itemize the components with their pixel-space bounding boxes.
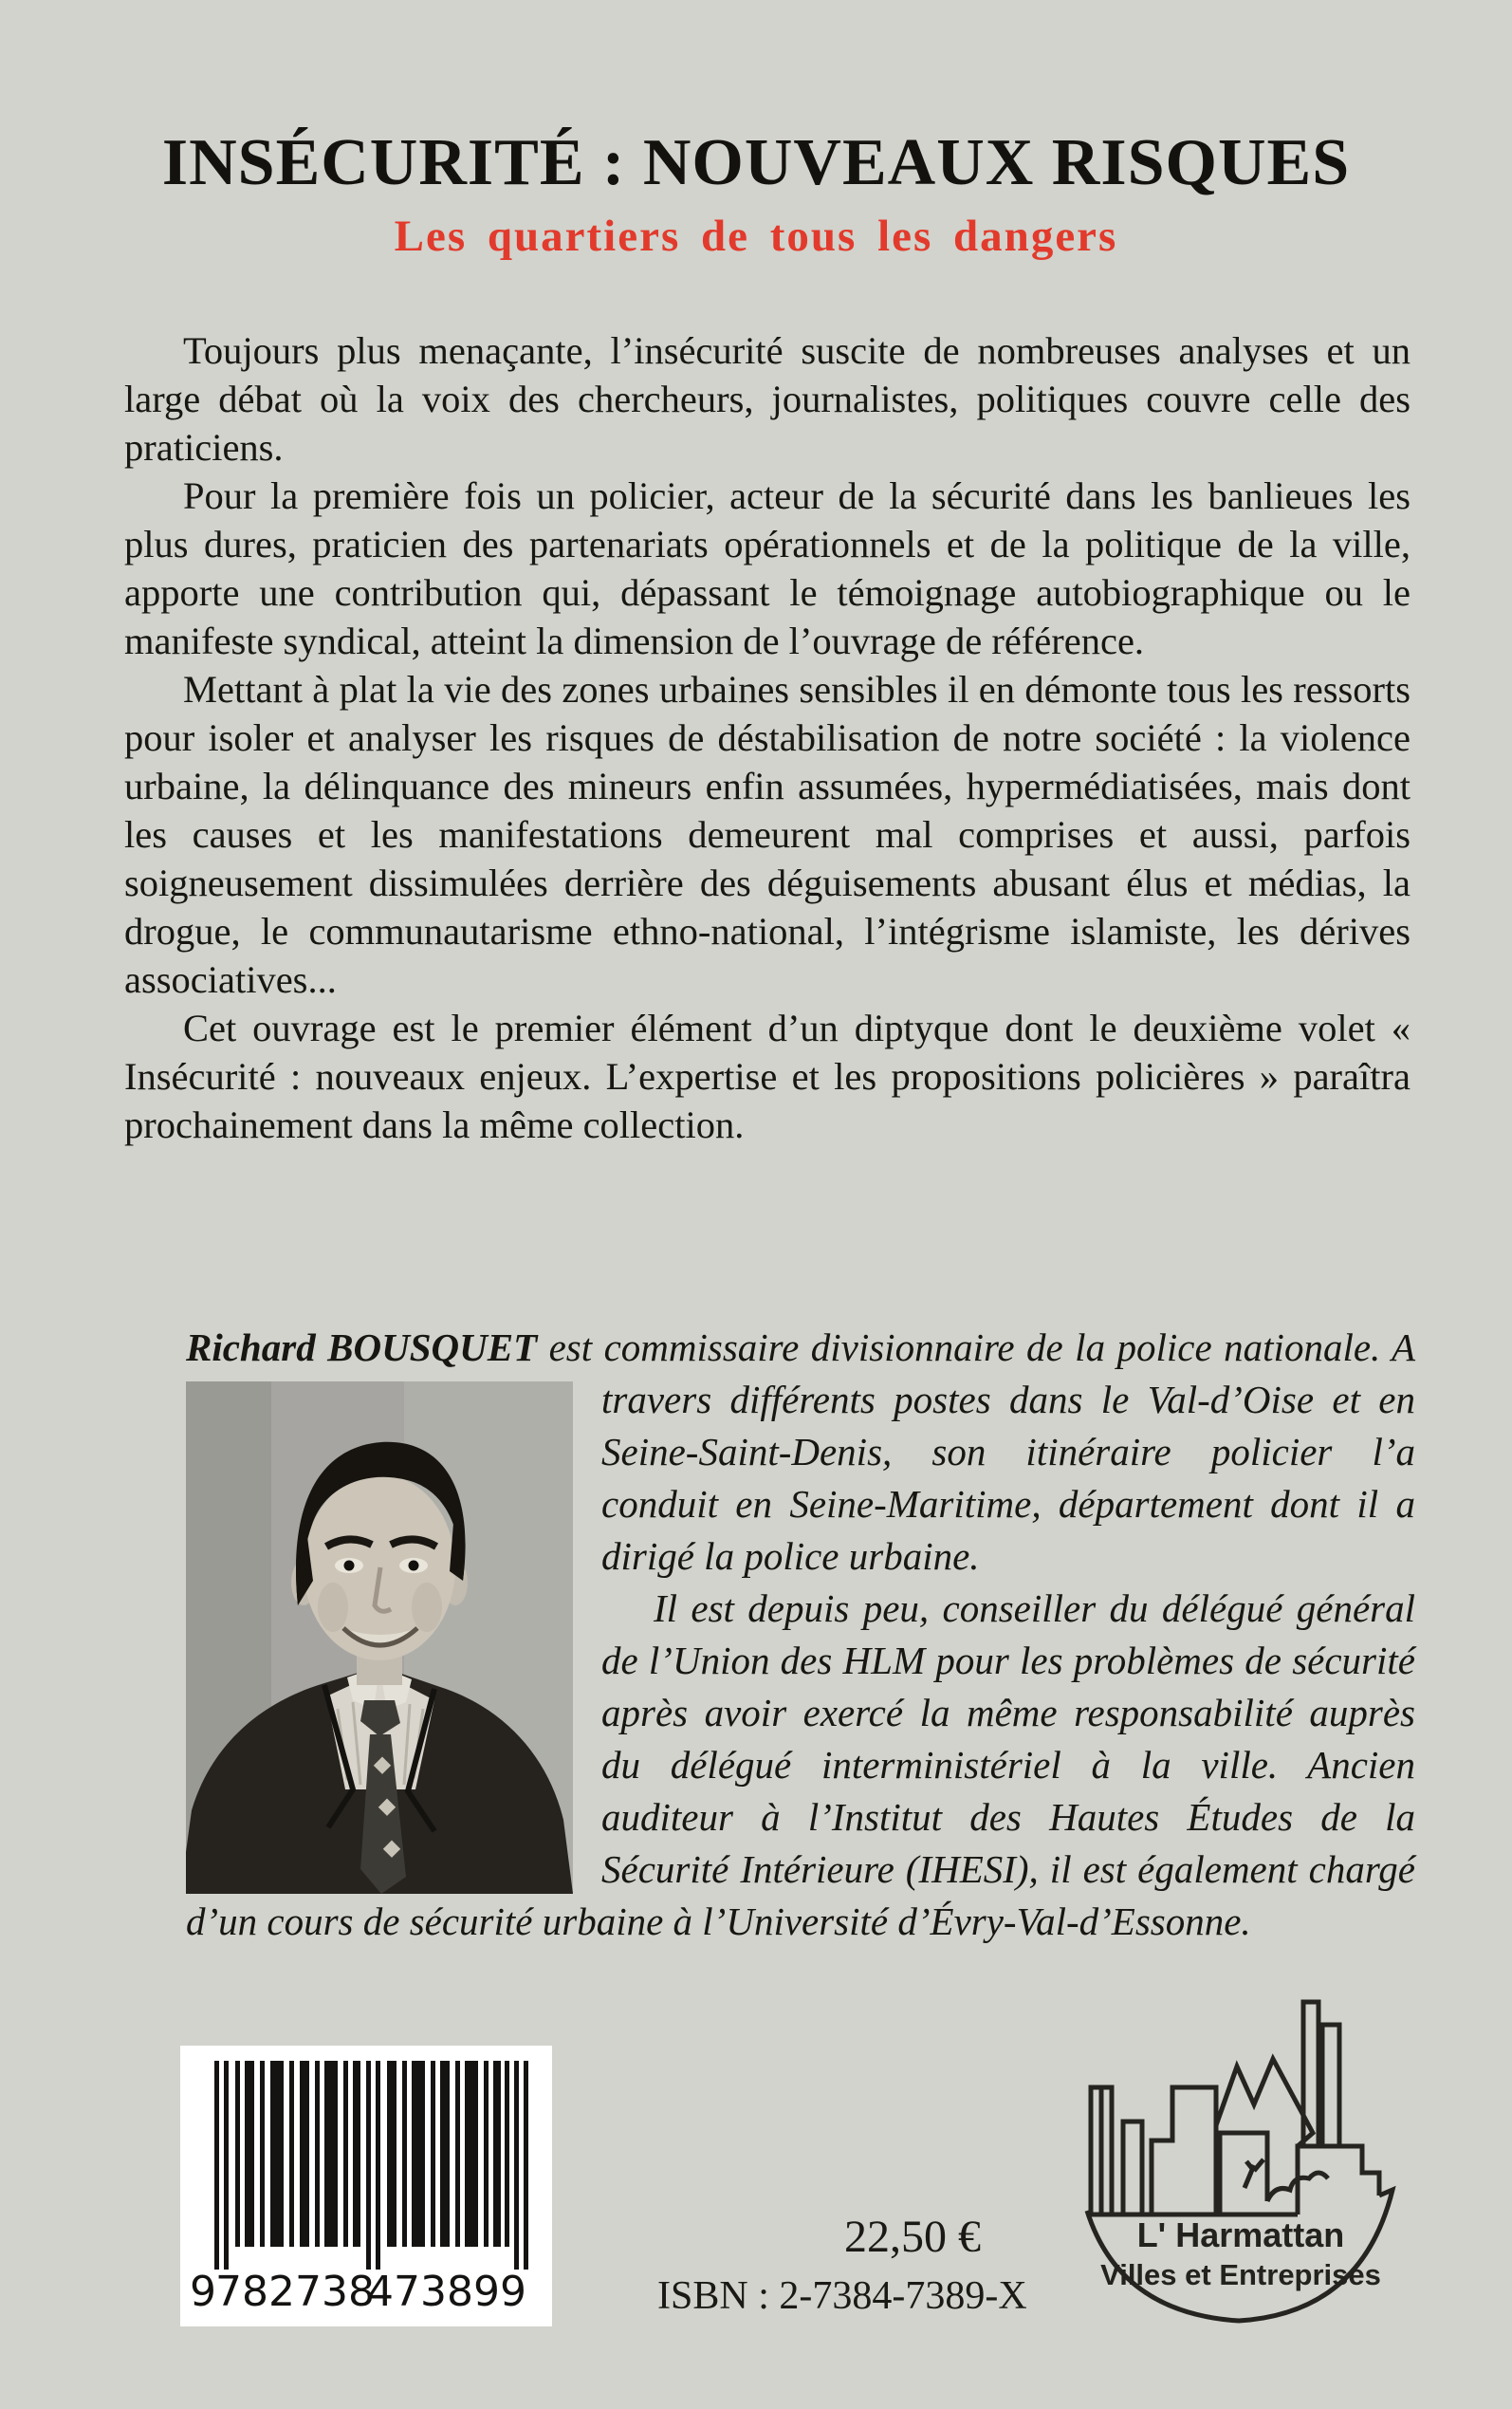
author-photo (186, 1381, 573, 1894)
author-bio-paragraph-2: Il est depuis peu, conseiller du délégué général de l’Union des HLM pour les problèmes de sécurité après avoir exercé la même responsabilité auprès du délégué interministériel à la ville. Ancien auditeur à l’Institut des Hautes Études de la Sécurité Intérieure (IHESI), il est également chargé d’un cours de sécurité urbaine à l’Université d’Évry-Val-d’Essonne. (186, 1586, 1415, 1943)
barcode-digits-right: 473899 (367, 2268, 526, 2316)
barcode-digits-left: 782738 (215, 2268, 375, 2316)
author-bio-intro: est commissaire divisionnaire de la police (548, 1325, 1212, 1369)
publisher-logo (1078, 1945, 1400, 2334)
isbn-label: ISBN : 2-7384-7389-X (657, 2274, 1027, 2318)
barcode-digit-lead: 9 (190, 2268, 216, 2316)
synopsis-paragraph: Mettant à plat la vie des zones urbaines sensibles il en démonte tous les ressorts pour isoler et analyser les risques de déstabilisation de notre société : la violence urbaine, la délinquance des mineurs enfin assumées, hypermédiatisées, mais dont les causes et les manifestations demeurent mal comprises et aussi, parfois soigneusement dissimulées derrière des déguisements abusant élus et médias, la drogue, le communautarisme ethno-national, l’intégrisme islamiste, les dérives associatives... (124, 668, 1411, 1001)
synopsis-block (124, 326, 1411, 1149)
price-label: 22,50 € (844, 2212, 981, 2262)
author-bio-text-1: nationale. A travers différents postes dans le Val-d’Oise et en Seine-Saint-Denis, son itinéraire policier l’a conduit en Seine-Maritime, département dont il a dirigé la police urbaine. (601, 1325, 1416, 1578)
publisher-collection: Villes et Entreprises (1100, 2258, 1381, 2291)
barcode (180, 2046, 552, 2326)
page-subtitle: Les quartiers de tous les dangers (394, 212, 1118, 261)
publisher-name: L' Harmattan (1136, 2215, 1345, 2254)
author-bio (186, 1322, 1415, 1948)
synopsis-paragraph: Cet ouvrage est le premier élément d’un diptyque dont le deuxième volet « Insécurité : nouveaux enjeux. L’expertise et les propositions policières » paraîtra prochainement dans la même collection. (124, 1007, 1411, 1146)
synopsis-paragraph: Pour la première fois un policier, acteur de la sécurité dans les banlieues les plus dures, praticien des partenariats opérationnels et de la politique de la ville, apporte une contribution qui, dépassant le témoignage autobiographique ou le manifeste syndical, atteint la dimension de l’ouvrage de référence. (124, 474, 1411, 662)
author-bio-paragraph-1 (186, 1322, 1415, 1583)
author-name: Richard BOUSQUET (186, 1325, 538, 1369)
barcode-bars (214, 2061, 528, 2270)
page-title: INSÉCURITÉ : NOUVEAUX RISQUES (161, 126, 1351, 199)
synopsis-paragraph: Toujours plus menaçante, l’insécurité suscite de nombreuses analyses et un large débat où la voix des chercheurs, journalistes, politiques couvre celle des praticiens. (124, 329, 1411, 469)
